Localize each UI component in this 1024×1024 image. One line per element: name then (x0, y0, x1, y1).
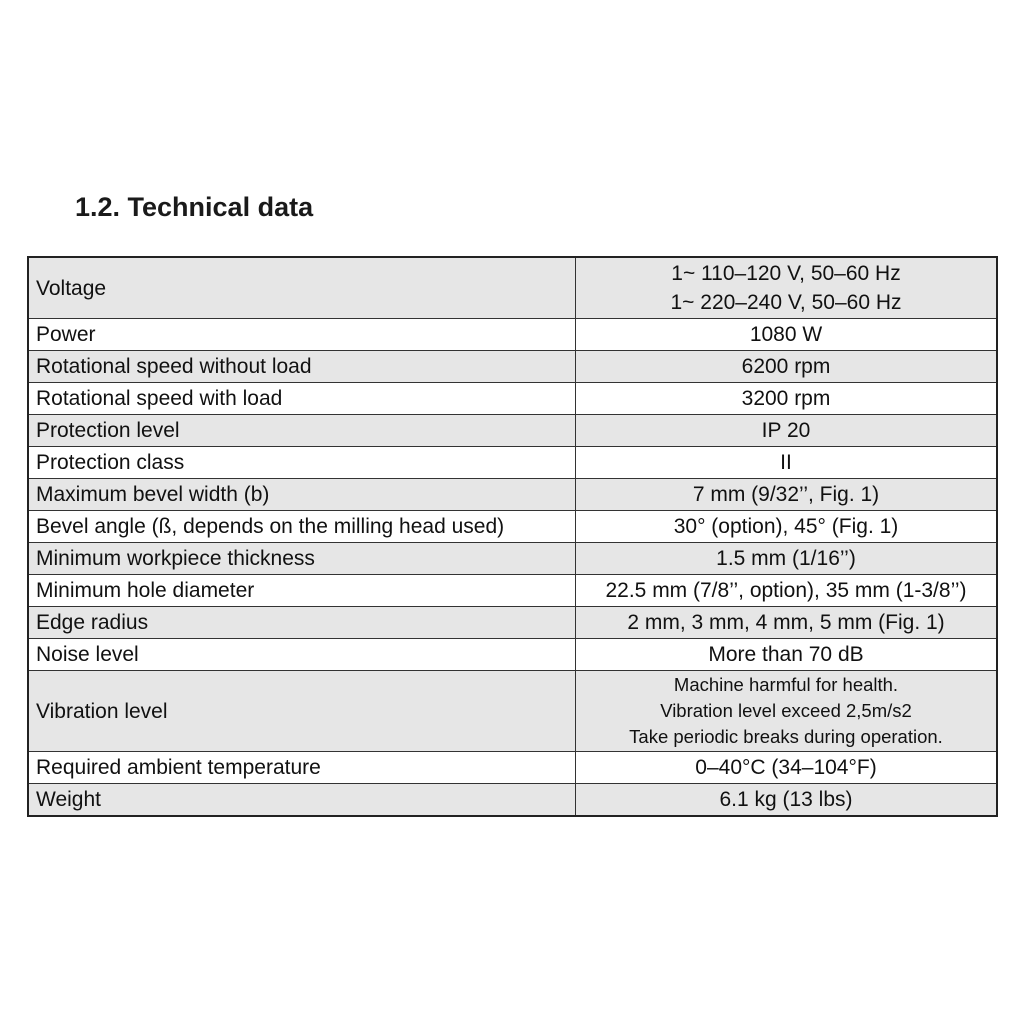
row-label: Required ambient temperature (28, 752, 576, 784)
table-row-edge-radius (28, 607, 997, 639)
row-value: 22.5 mm (7/8’’, option), 35 mm (1-3/8’’) (576, 575, 998, 607)
row-value: IP 20 (576, 415, 998, 447)
value-line: 1~ 220–240 V, 50–60 Hz (670, 291, 902, 314)
table-row-workpiece-thickness (28, 543, 997, 575)
table-row-speed-with-load (28, 383, 997, 415)
row-value: 6200 rpm (576, 351, 998, 383)
row-value (576, 257, 998, 319)
table-row-protection-class (28, 447, 997, 479)
row-value: II (576, 447, 998, 479)
table-row-bevel-angle (28, 511, 997, 543)
table-row-bevel-width (28, 479, 997, 511)
row-value: 0–40°C (34–104°F) (576, 752, 998, 784)
row-label: Rotational speed with load (28, 383, 576, 415)
table-row-noise-level (28, 639, 997, 671)
technical-data-table (27, 256, 998, 817)
row-label: Protection level (28, 415, 576, 447)
row-label: Power (28, 319, 576, 351)
table-row-vibration-level (28, 671, 997, 752)
row-label: Minimum workpiece thickness (28, 543, 576, 575)
value-line: Take periodic breaks during operation. (629, 726, 943, 747)
table-row-ambient-temperature (28, 752, 997, 784)
row-label: Maximum bevel width (b) (28, 479, 576, 511)
value-line: Machine harmful for health. (673, 674, 899, 695)
section-heading: 1.2. Technical data (75, 192, 314, 222)
row-label: Minimum hole diameter (28, 575, 576, 607)
table-row-speed-without-load (28, 351, 997, 383)
row-label: Protection class (28, 447, 576, 479)
row-label: Rotational speed without load (28, 351, 576, 383)
row-value (576, 671, 998, 752)
table-row-voltage (28, 257, 997, 319)
table-row-power (28, 319, 997, 351)
row-value: 1.5 mm (1/16’’) (576, 543, 998, 575)
row-value: 6.1 kg (13 lbs) (576, 784, 998, 817)
row-value: 1080 W (576, 319, 998, 351)
row-value: 30° (option), 45° (Fig. 1) (576, 511, 998, 543)
row-value: More than 70 dB (576, 639, 998, 671)
row-label: Edge radius (28, 607, 576, 639)
table-row-protection-level (28, 415, 997, 447)
table-row-weight (28, 784, 997, 817)
value-line: Vibration level exceed 2,5m/s2 (660, 700, 912, 721)
table-row-hole-diameter (28, 575, 997, 607)
row-label: Voltage (28, 257, 576, 319)
row-label: Vibration level (28, 671, 576, 752)
row-label: Weight (28, 784, 576, 817)
row-value: 2 mm, 3 mm, 4 mm, 5 mm (Fig. 1) (576, 607, 998, 639)
row-label: Bevel angle (ß, depends on the milling head used) (28, 511, 576, 543)
row-label: Noise level (28, 639, 576, 671)
row-value: 3200 rpm (576, 383, 998, 415)
row-value: 7 mm (9/32’’, Fig. 1) (576, 479, 998, 511)
value-line: 1~ 110–120 V, 50–60 Hz (671, 262, 901, 285)
